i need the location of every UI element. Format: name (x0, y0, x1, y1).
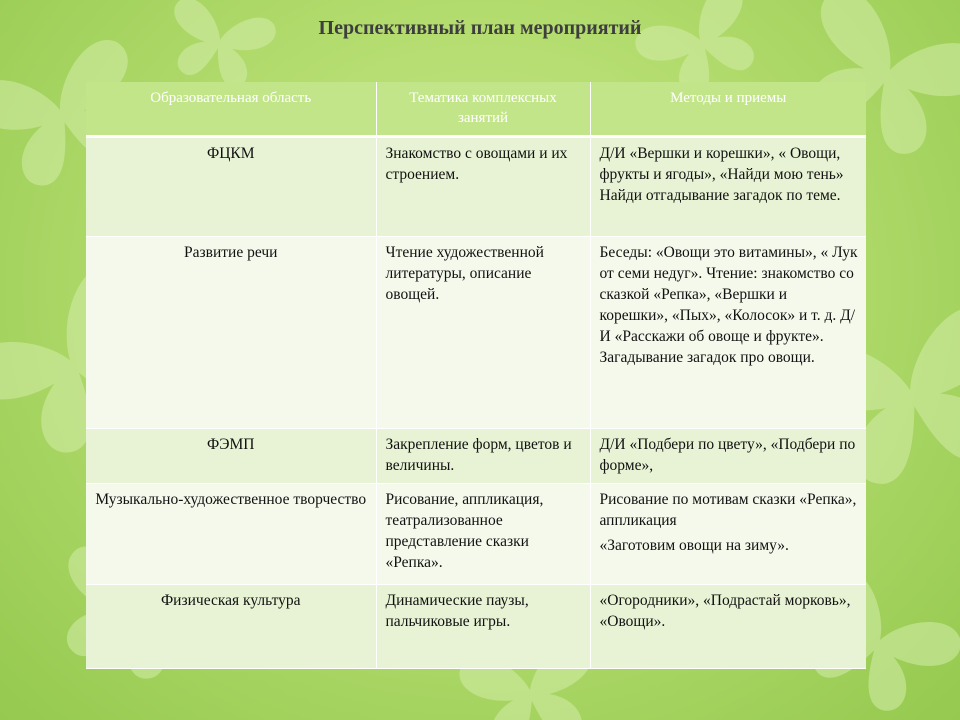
methods-cell: Беседы: «Овощи это витамины», « Лук от семи недуг». Чтение: знакомство со сказкой «Репка», «Вершки и корешки», «Пых», «Колосок» и т. д. Д/И «Расскажи об овоще и фрукте». Загадывание загадок про овощи. (590, 236, 866, 429)
table-row (86, 236, 866, 429)
butterfly-icon (159, 0, 279, 94)
topic-cell: Чтение художественной литературы, описание овощей. (376, 236, 590, 429)
topic-cell: Рисование, аппликация, театрализованное представление сказки «Репка». (376, 484, 590, 584)
methods-cell (590, 484, 866, 584)
table-header-row (86, 82, 866, 136)
topic-cell: Знакомство с овощами и их строением. (376, 136, 590, 236)
table-row (86, 584, 866, 668)
area-cell: ФЭМП (86, 429, 376, 484)
methods-text: Рисование по мотивам сказки «Репка», аппликация (599, 491, 857, 530)
page-title: Перспективный план мероприятий (318, 17, 642, 39)
area-cell: Развитие речи (86, 236, 376, 429)
area-cell: Физическая культура (86, 584, 376, 668)
plan-table (86, 82, 866, 669)
methods-cell: Д/И «Подбери по цвету», «Подбери по форме», (590, 429, 866, 484)
topic-cell: Динамические паузы, пальчиковые игры. (376, 584, 590, 668)
methods-cell: «Огородники», «Подрастай морковь», «Овощи». (590, 584, 866, 668)
area-cell: Музыкально-художественное творчество (86, 484, 376, 584)
methods-cell: Д/И «Вершки и корешки», « Овощи, фрукты и ягоды», «Найди мою тень» Найди отгадывание загадок по теме. (590, 136, 866, 236)
column-header-methods: Методы и приемы (590, 82, 866, 136)
topic-cell: Закрепление форм, цветов и величины. (376, 429, 590, 484)
area-cell: ФЦКМ (86, 136, 376, 236)
table-row (86, 429, 866, 484)
table-row (86, 484, 866, 584)
column-header-area: Образовательная область (86, 82, 376, 136)
column-header-topic: Тематика комплексных занятий (376, 82, 590, 136)
table-row (86, 136, 866, 236)
methods-text-extra: «Заготовим овощи на зиму». (599, 537, 789, 555)
